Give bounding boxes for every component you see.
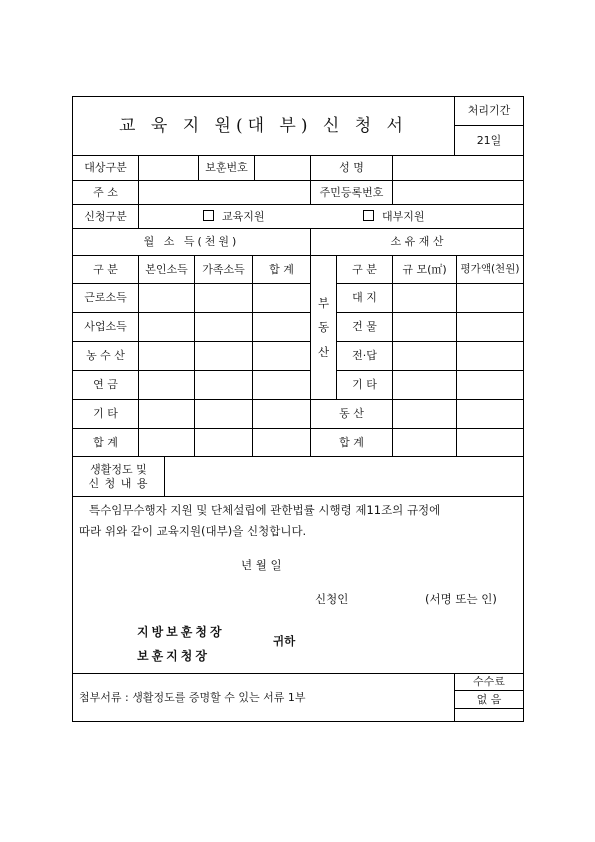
income-section-header: 월 소 득(천원) bbox=[73, 229, 311, 256]
fee-label: 수수료 bbox=[455, 674, 523, 691]
property-cell[interactable] bbox=[393, 400, 457, 429]
real-estate-label: 부 동 산 bbox=[311, 256, 337, 400]
income-cell[interactable] bbox=[253, 429, 311, 457]
property-cell[interactable] bbox=[457, 284, 523, 313]
living-status-label bbox=[73, 457, 165, 497]
signature-placeholder[interactable]: (서명 또는 인) bbox=[425, 592, 497, 606]
property-col-category: 구 분 bbox=[337, 256, 393, 284]
living-status-field[interactable] bbox=[165, 457, 523, 497]
income-col-self: 본인소득 bbox=[139, 256, 195, 284]
target-type-label: 대상구분 bbox=[73, 156, 139, 181]
income-row-label: 근로소득 bbox=[73, 284, 139, 313]
income-cell[interactable] bbox=[139, 371, 195, 400]
address-field[interactable] bbox=[139, 181, 311, 205]
income-col-family: 가족소득 bbox=[195, 256, 253, 284]
property-cell[interactable] bbox=[393, 342, 457, 371]
option-loan-support[interactable] bbox=[363, 210, 425, 223]
property-cell[interactable] bbox=[457, 400, 523, 429]
income-cell[interactable] bbox=[195, 371, 253, 400]
declaration-line2: 따라 위와 같이 교육지원(대부)을 신청합니다. bbox=[79, 524, 307, 538]
fee-value: 없 음 bbox=[455, 691, 523, 709]
income-row-label: 합 계 bbox=[73, 429, 139, 457]
property-row-label: 전·답 bbox=[337, 342, 393, 371]
target-type-field[interactable] bbox=[139, 156, 199, 181]
income-cell[interactable] bbox=[195, 342, 253, 371]
veteran-number-field[interactable] bbox=[255, 156, 311, 181]
income-cell[interactable] bbox=[195, 313, 253, 342]
option-education-label: 교육지원 bbox=[222, 209, 265, 223]
living-status-label-line2: 신 청 내 용 bbox=[88, 476, 149, 490]
property-row-label: 대 지 bbox=[337, 284, 393, 313]
income-row-label: 기 타 bbox=[73, 400, 139, 429]
income-cell[interactable] bbox=[139, 342, 195, 371]
form-title: 교 육 지 원(대 부) 신 청 서 bbox=[73, 97, 455, 156]
income-col-total: 합 계 bbox=[253, 256, 311, 284]
income-cell[interactable] bbox=[139, 429, 195, 457]
address-label: 주 소 bbox=[73, 181, 139, 205]
property-cell[interactable] bbox=[457, 313, 523, 342]
income-cell[interactable] bbox=[253, 371, 311, 400]
property-row-label: 기 타 bbox=[337, 371, 393, 400]
name-field[interactable] bbox=[393, 156, 523, 181]
application-form bbox=[72, 96, 524, 722]
checkbox-icon[interactable] bbox=[363, 210, 374, 221]
income-cell[interactable] bbox=[195, 429, 253, 457]
income-row-label: 연 금 bbox=[73, 371, 139, 400]
veteran-number-label: 보훈번호 bbox=[199, 156, 255, 181]
declaration-line1: 특수임무수행자 지원 및 단체설립에 관한법률 시행령 제11조의 규정에 bbox=[89, 503, 441, 517]
income-cell[interactable] bbox=[253, 284, 311, 313]
property-cell[interactable] bbox=[457, 429, 523, 457]
property-col-value: 평가액(천원) bbox=[457, 256, 523, 284]
income-row-label: 농 수 산 bbox=[73, 342, 139, 371]
attachment-note: 첨부서류 : 생활정도를 증명할 수 있는 서류 1부 bbox=[73, 674, 455, 721]
option-education-support[interactable] bbox=[203, 210, 265, 223]
income-cell[interactable] bbox=[139, 284, 195, 313]
resident-number-label: 주민등록번호 bbox=[311, 181, 393, 205]
option-loan-label: 대부지원 bbox=[382, 209, 425, 223]
processing-period-value: 21일 bbox=[455, 126, 523, 156]
property-col-size: 규 모(㎡) bbox=[393, 256, 457, 284]
processing-period-label: 처리기간 bbox=[455, 97, 523, 126]
income-cell[interactable] bbox=[253, 400, 311, 429]
recipient-branch-office: 보훈지청장 bbox=[137, 649, 210, 663]
apply-type-options bbox=[139, 205, 523, 229]
property-cell[interactable] bbox=[393, 313, 457, 342]
recipient-regional-office: 지방보훈청장 bbox=[137, 625, 225, 639]
declaration-block bbox=[73, 497, 523, 674]
living-status-label-line1: 생활정도 및 bbox=[90, 463, 147, 477]
fee-spacer bbox=[455, 709, 523, 721]
resident-number-field[interactable] bbox=[393, 181, 523, 205]
income-cell[interactable] bbox=[139, 313, 195, 342]
name-label: 성 명 bbox=[311, 156, 393, 181]
income-col-category: 구 분 bbox=[73, 256, 139, 284]
property-row-label: 건 물 bbox=[337, 313, 393, 342]
income-cell[interactable] bbox=[195, 284, 253, 313]
movable-property-label: 동 산 bbox=[311, 400, 393, 429]
property-cell[interactable] bbox=[393, 371, 457, 400]
date-line: 년 월 일 bbox=[241, 558, 282, 572]
income-cell[interactable] bbox=[253, 342, 311, 371]
income-cell[interactable] bbox=[253, 313, 311, 342]
property-section-header: 소 유 재 산 bbox=[311, 229, 523, 256]
property-total-label: 합 계 bbox=[311, 429, 393, 457]
honorific-label: 귀하 bbox=[273, 634, 296, 648]
checkbox-icon[interactable] bbox=[203, 210, 214, 221]
property-cell[interactable] bbox=[393, 284, 457, 313]
income-cell[interactable] bbox=[195, 400, 253, 429]
apply-type-label: 신청구분 bbox=[73, 205, 139, 229]
income-row-label: 사업소득 bbox=[73, 313, 139, 342]
applicant-label: 신청인 bbox=[315, 592, 349, 606]
income-cell[interactable] bbox=[139, 400, 195, 429]
property-cell[interactable] bbox=[457, 342, 523, 371]
property-cell[interactable] bbox=[393, 429, 457, 457]
property-cell[interactable] bbox=[457, 371, 523, 400]
